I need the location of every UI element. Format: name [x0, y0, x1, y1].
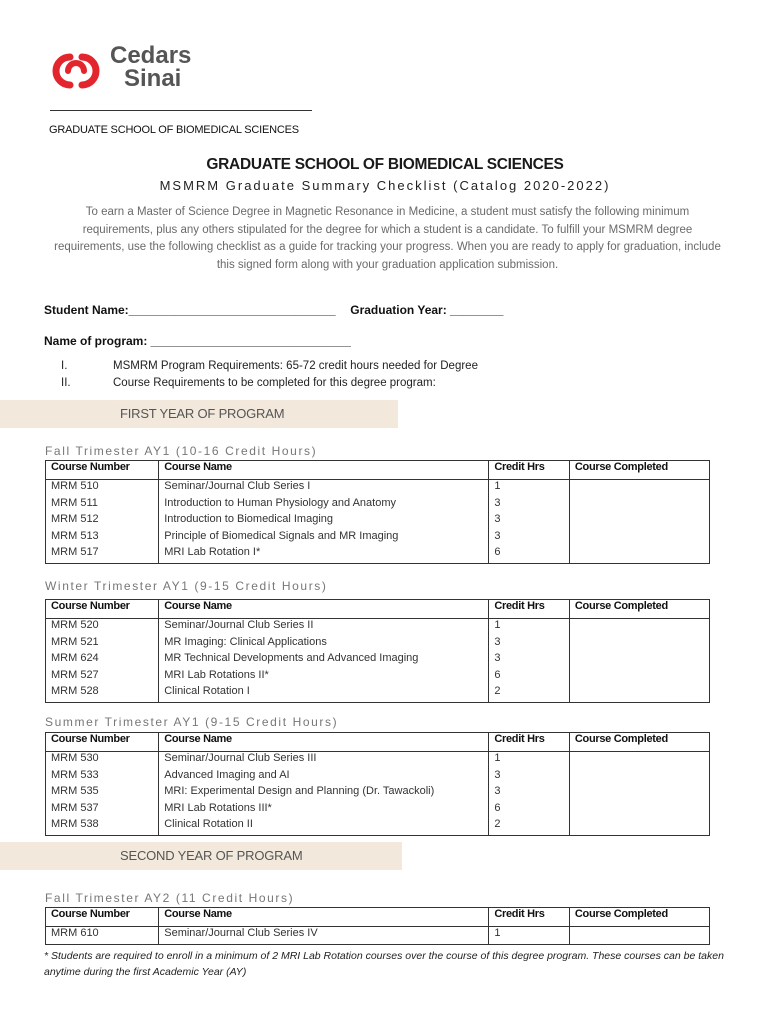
page-subtitle: MSMRM Graduate Summary Checklist (Catalog 2020-2022)	[159, 178, 611, 193]
table-row	[46, 927, 710, 945]
course-table	[45, 599, 710, 703]
course-name: Introduction to Human Physiology and Anatomy	[159, 497, 489, 514]
course-number: MRM 533	[46, 769, 159, 786]
course-table	[45, 907, 710, 945]
credit-hours: 1	[489, 752, 570, 769]
column-header: Credit Hrs	[489, 600, 570, 619]
credit-hours: 6	[489, 802, 570, 819]
column-header: Course Completed	[569, 600, 709, 619]
credit-hours: 3	[489, 530, 570, 547]
footnote: * Students are required to enroll in a minimum of 2 MRI Lab Rotation courses over the course of this degree program. These courses can be taken anytime during the first Academic Year (AY)	[44, 950, 724, 978]
credit-hours: 6	[489, 669, 570, 686]
table-row	[46, 497, 710, 514]
course-name: MRI: Experimental Design and Planning (Dr. Tawackoli)	[159, 785, 489, 802]
completed-cell[interactable]	[569, 546, 709, 563]
credit-hours: 3	[489, 497, 570, 514]
second-year-label: SECOND YEAR OF PROGRAM	[120, 848, 303, 863]
course-table	[45, 460, 710, 564]
completed-cell[interactable]	[569, 669, 709, 686]
course-name: MRI Lab Rotation I*	[159, 546, 489, 563]
student-name-field[interactable]: Student Name:_______________________________	[44, 303, 336, 317]
column-header: Credit Hrs	[489, 908, 570, 927]
table-row	[46, 802, 710, 819]
completed-cell[interactable]	[569, 769, 709, 786]
brand-name-line1: Cedars	[110, 42, 192, 69]
course-number: MRM 513	[46, 530, 159, 547]
requirement-number: I.	[61, 360, 68, 372]
table-header-row	[46, 600, 710, 619]
course-number: MRM 512	[46, 513, 159, 530]
course-number: MRM 521	[46, 636, 159, 653]
brand-name-line2: Sinai	[124, 65, 182, 92]
completed-cell[interactable]	[569, 497, 709, 514]
course-name: Principle of Biomedical Signals and MR Imaging	[159, 530, 489, 547]
course-name: MR Technical Developments and Advanced Imaging	[159, 652, 489, 669]
table-header-row	[46, 908, 710, 927]
course-name: Clinical Rotation I	[159, 685, 489, 702]
column-header: Course Name	[159, 733, 489, 752]
table-row	[46, 546, 710, 563]
credit-hours: 3	[489, 785, 570, 802]
table-header-row	[46, 461, 710, 480]
table-row	[46, 513, 710, 530]
credit-hours: 2	[489, 685, 570, 702]
table-row	[46, 480, 710, 497]
column-header: Credit Hrs	[489, 733, 570, 752]
table-row	[46, 530, 710, 547]
credit-hours: 1	[489, 619, 570, 636]
credit-hours: 6	[489, 546, 570, 563]
credit-hours: 1	[489, 480, 570, 497]
requirement-item	[61, 377, 436, 389]
column-header: Course Completed	[569, 908, 709, 927]
course-name: MR Imaging: Clinical Applications	[159, 636, 489, 653]
credit-hours: 2	[489, 818, 570, 835]
term-heading: Fall Trimester AY2 (11 Credit Hours)	[45, 891, 295, 905]
table-row	[46, 785, 710, 802]
second-year-banner	[0, 842, 402, 870]
term-heading: Winter Trimester AY1 (9-15 Credit Hours)	[45, 579, 328, 593]
column-header: Course Number	[46, 733, 159, 752]
credit-hours: 1	[489, 927, 570, 945]
school-header-label: GRADUATE SCHOOL OF BIOMEDICAL SCIENCES	[49, 124, 299, 136]
completed-cell[interactable]	[569, 652, 709, 669]
course-number: MRM 538	[46, 818, 159, 835]
first-year-label: FIRST YEAR OF PROGRAM	[120, 406, 285, 421]
table-header-row	[46, 733, 710, 752]
completed-cell[interactable]	[569, 685, 709, 702]
table-row	[46, 652, 710, 669]
column-header: Course Name	[159, 908, 489, 927]
requirement-text: Course Requirements to be completed for this degree program:	[113, 377, 436, 389]
table-row	[46, 619, 710, 636]
first-year-banner	[0, 400, 398, 428]
table-row	[46, 752, 710, 769]
course-table	[45, 732, 710, 836]
course-number: MRM 530	[46, 752, 159, 769]
course-name: Seminar/Journal Club Series I	[159, 480, 489, 497]
requirement-number: II.	[61, 377, 71, 389]
completed-cell[interactable]	[569, 818, 709, 835]
course-number: MRM 511	[46, 497, 159, 514]
course-name: Seminar/Journal Club Series IV	[159, 927, 489, 945]
completed-cell[interactable]	[569, 513, 709, 530]
course-number: MRM 527	[46, 669, 159, 686]
completed-cell[interactable]	[569, 785, 709, 802]
table-row	[46, 669, 710, 686]
program-name-field[interactable]: Name of program: ______________________________	[44, 334, 351, 348]
term-heading: Fall Trimester AY1 (10-16 Credit Hours)	[45, 444, 318, 458]
column-header: Course Name	[159, 600, 489, 619]
cedars-sinai-logo-icon	[44, 48, 108, 94]
term-heading: Summer Trimester AY1 (9-15 Credit Hours)	[45, 715, 339, 729]
table-row	[46, 636, 710, 653]
credit-hours: 3	[489, 769, 570, 786]
column-header: Course Completed	[569, 733, 709, 752]
intro-paragraph: To earn a Master of Science Degree in Magnetic Resonance in Medicine, a student must satisfy the following minimum requirements, plus any others stipulated for the degree for which a student is a candidate. To fulfill your MSMRM degree requirements, use the following checklist as a guide for tracking your progress. When you are ready to apply for graduation, include this signed form along with your graduation application submission.	[54, 206, 721, 271]
credit-hours: 3	[489, 652, 570, 669]
page-title: GRADUATE SCHOOL OF BIOMEDICAL SCIENCES	[206, 156, 564, 173]
table-row	[46, 685, 710, 702]
student-info-row	[44, 303, 503, 317]
course-number: MRM 624	[46, 652, 159, 669]
brand-wordmark	[110, 44, 191, 90]
completed-cell[interactable]	[569, 636, 709, 653]
course-name: Seminar/Journal Club Series II	[159, 619, 489, 636]
requirement-text: MSMRM Program Requirements: 65-72 credit hours needed for Degree	[113, 360, 478, 372]
course-number: MRM 610	[46, 927, 159, 945]
credit-hours: 3	[489, 513, 570, 530]
course-name: MRI Lab Rotations III*	[159, 802, 489, 819]
graduation-year-field[interactable]: Graduation Year: ________	[350, 303, 504, 317]
course-number: MRM 535	[46, 785, 159, 802]
completed-cell[interactable]	[569, 927, 709, 945]
column-header: Course Number	[46, 461, 159, 480]
completed-cell[interactable]	[569, 619, 709, 636]
course-number: MRM 537	[46, 802, 159, 819]
course-name: Seminar/Journal Club Series III	[159, 752, 489, 769]
requirement-item	[61, 360, 478, 372]
column-header: Course Completed	[569, 461, 709, 480]
course-number: MRM 528	[46, 685, 159, 702]
column-header: Course Number	[46, 600, 159, 619]
header-divider	[50, 110, 312, 111]
completed-cell[interactable]	[569, 802, 709, 819]
credit-hours: 3	[489, 636, 570, 653]
course-number: MRM 517	[46, 546, 159, 563]
course-name: MRI Lab Rotations II*	[159, 669, 489, 686]
completed-cell[interactable]	[569, 752, 709, 769]
column-header: Credit Hrs	[489, 461, 570, 480]
course-name: Advanced Imaging and AI	[159, 769, 489, 786]
completed-cell[interactable]	[569, 480, 709, 497]
table-row	[46, 818, 710, 835]
course-name: Introduction to Biomedical Imaging	[159, 513, 489, 530]
completed-cell[interactable]	[569, 530, 709, 547]
column-header: Course Name	[159, 461, 489, 480]
course-number: MRM 510	[46, 480, 159, 497]
column-header: Course Number	[46, 908, 159, 927]
course-number: MRM 520	[46, 619, 159, 636]
course-name: Clinical Rotation II	[159, 818, 489, 835]
table-row	[46, 769, 710, 786]
